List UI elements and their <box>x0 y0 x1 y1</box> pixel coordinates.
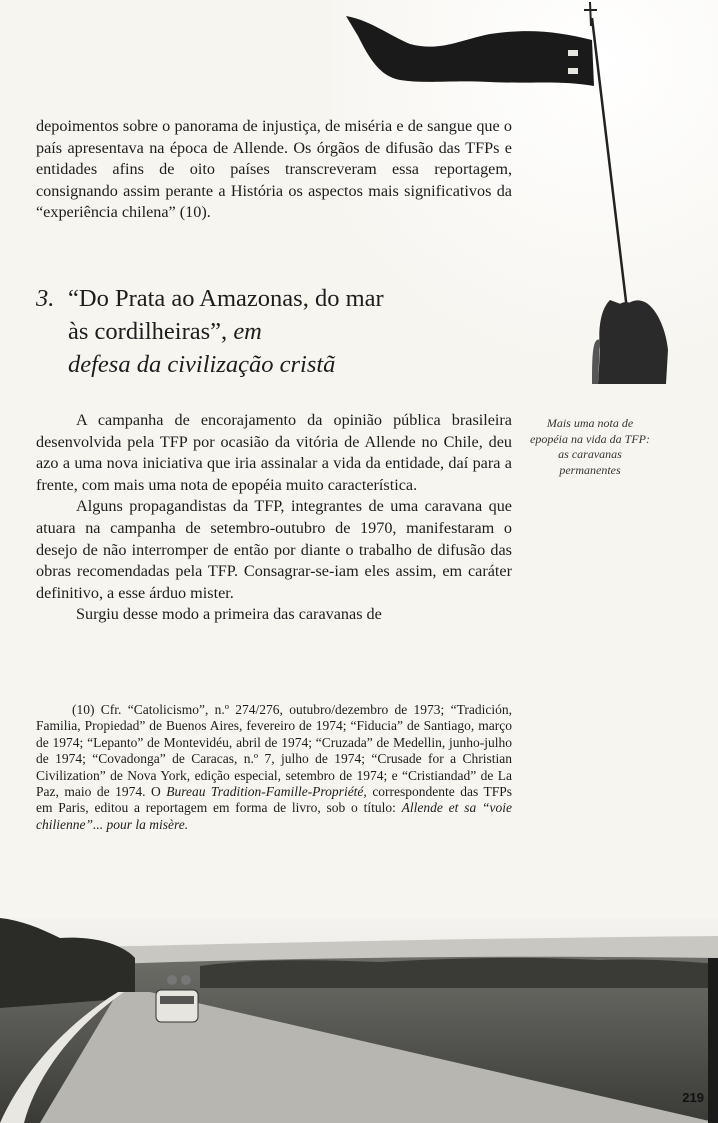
body-paragraph: A campanha de encorajamento da opinião pública brasileira desenvolvida pela TFP por ocasião da vitória de Allende no Chile, deu azo a uma nova iniciativa que iria assinalar a vida da entidade, daí para a frente, com mais uma nota de epopéia muito característica. <box>36 411 512 494</box>
section-title-line3: defesa da civilização cristã <box>68 351 336 378</box>
body-text <box>36 410 512 626</box>
footnote-main: (10) Cfr. “Catolicismo”, n.º 274/276, outubro/dezembro de 1973; “Tradición, Familia, Propiedad” de Buenos Aires, fevereiro de 1974; “Fiducia” de Santiago, março de 1974; “Lepanto” de Montevidéu, abril de 1974; “Cruzada” de Medellin, junho-julho de 1974; “Covadonga” de Caracas, n.º 7, julho de 1974; “Crusade for a Christian Civilization” de Nova York, edição especial, setembro de 1974; e “Cristiandad” de La Paz, maio de 1974. O <box>36 702 512 800</box>
body-paragraph: Alguns propagandistas da TFP, integrantes de uma caravana que atuara na campanha de setembro-outubro de 1970, manifestaram o desejo de não interromper de então por diante o trabalho de difusão das obras recomendadas pela TFP. Consagrar-se-iam eles assim, em caráter definitivo, a esse árduo mister. <box>36 497 512 602</box>
road-photograph <box>0 918 718 1123</box>
section-number: 3. <box>36 285 55 312</box>
section-title-line2-italic: em <box>233 318 262 345</box>
intro-paragraph: depoimentos sobre o panorama de injustiça, de miséria e de sangue que o país apresentava na época de Allende. Os órgãos de difusão das TFPs e entidades afins de oito países transcreveram essa reportagem, consignando assim perante a História os aspectos mais significativos da “experiência chilena” (10). <box>36 117 512 221</box>
section-title-line1: “Do Prata ao Amazonas, do mar <box>68 285 384 312</box>
margin-note: Mais uma nota de epopéia na vida da TFP: as caravanas permanentes <box>530 416 650 477</box>
body-paragraph: Surgiu desse modo a primeira das caravanas de <box>76 605 382 624</box>
footnote-book-title: Allende et sa “voie chilienne”... pour la misère. <box>36 800 512 832</box>
footnote-mid: correspondente das TFPs em Paris, editou a reportagem em forma de livro, sob o título: <box>36 784 513 816</box>
footnote-bureau: Bureau Tradition-Famille-Propriété, <box>166 784 367 800</box>
section-heading <box>36 282 506 381</box>
page-number: 219 <box>682 1090 704 1105</box>
section-title-line2: às cordilheiras”, <box>68 318 228 345</box>
footnote <box>36 702 512 833</box>
